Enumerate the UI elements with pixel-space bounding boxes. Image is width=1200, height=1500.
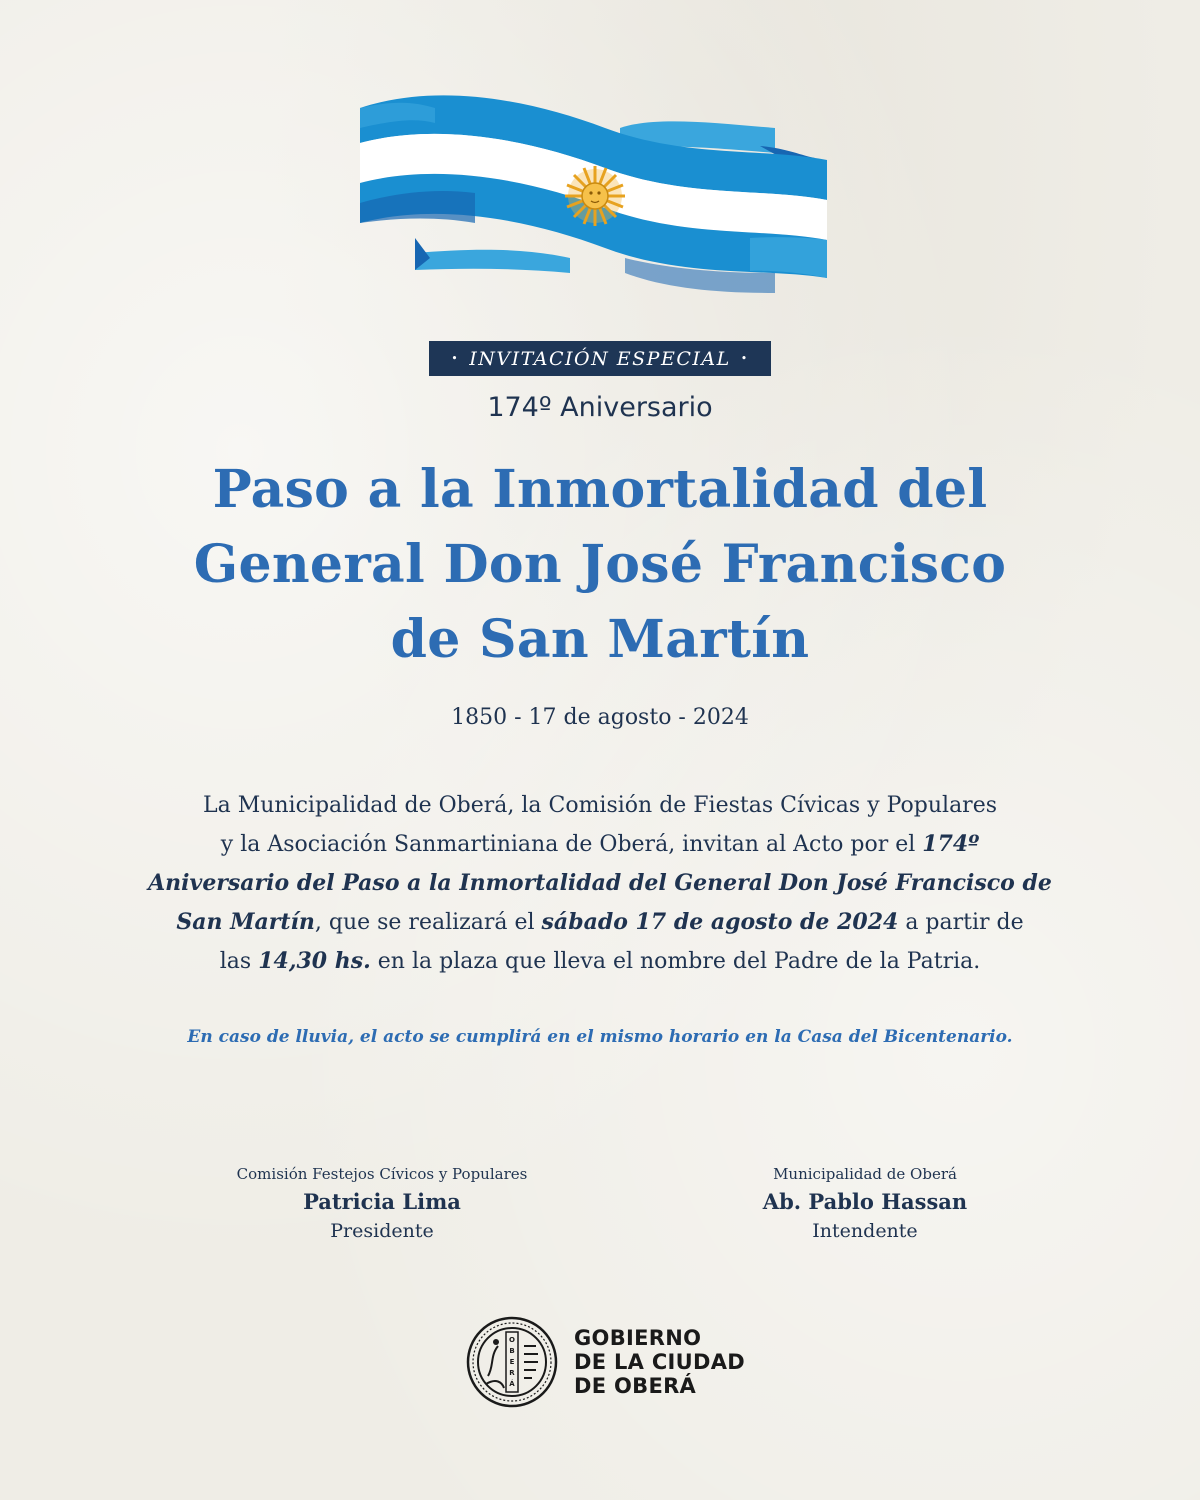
city-government-logo bbox=[466, 1316, 745, 1408]
body-emphasis: Aniversario del Paso a la Inmortalidad del General Don José Francisco de bbox=[148, 870, 1052, 896]
body-text-span: las bbox=[219, 949, 259, 974]
seal-letter: E bbox=[509, 1358, 515, 1366]
title-line: Paso a la Inmortalidad del bbox=[212, 459, 988, 520]
body-line bbox=[115, 787, 1085, 825]
body-text-span: a partir de bbox=[898, 910, 1024, 935]
title-line: General Don José Francisco bbox=[193, 534, 1007, 595]
seal-letter: B bbox=[509, 1347, 515, 1355]
date-range: 1850 - 17 de agosto - 2024 bbox=[451, 705, 749, 730]
special-invitation-badge bbox=[429, 341, 771, 376]
signature-name: Ab. Pablo Hassan bbox=[762, 1189, 968, 1214]
seal-letter: R bbox=[509, 1369, 515, 1377]
page-title bbox=[100, 452, 1100, 677]
seal-letter: Á bbox=[509, 1380, 515, 1388]
body-text-span: en la plaza que lleva el nombre del Padre de la Patria. bbox=[370, 949, 981, 974]
seal-letter: O bbox=[509, 1336, 515, 1344]
badge-dot-left: • bbox=[451, 352, 460, 365]
argentina-flag-icon bbox=[355, 88, 835, 313]
invitation-body bbox=[115, 787, 1085, 981]
badge-label: INVITACIÓN ESPECIAL bbox=[469, 347, 731, 370]
signature-block-commission bbox=[152, 1163, 612, 1243]
body-line bbox=[115, 942, 1085, 981]
badge-dot-right: • bbox=[740, 352, 749, 365]
body-emphasis: 14,30 hs. bbox=[258, 948, 371, 974]
anniversary-subtitle: 174º Aniversario bbox=[487, 392, 713, 423]
signature-org: Comisión Festejos Cívicos y Populares bbox=[236, 1165, 528, 1183]
body-text-span: y la Asociación Sanmartiniana de Oberá, invitan al Acto por el bbox=[220, 832, 923, 857]
body-line bbox=[115, 864, 1085, 903]
body-emphasis: sábado 17 de agosto de 2024 bbox=[541, 909, 899, 935]
logo-line: GOBIERNO bbox=[574, 1326, 702, 1350]
signature-role: Presidente bbox=[330, 1220, 434, 1242]
body-line bbox=[115, 825, 1085, 864]
body-text-span: , que se realizará el bbox=[314, 910, 542, 935]
signature-org: Municipalidad de Oberá bbox=[773, 1165, 957, 1183]
logo-line: DE LA CIUDAD bbox=[574, 1350, 746, 1374]
signature-role: Intendente bbox=[812, 1220, 918, 1242]
rain-note: En caso de lluvia, el acto se cumplirá en el mismo horario en la Casa del Bicentenario. bbox=[187, 1027, 1013, 1047]
logo-line: DE OBERÁ bbox=[574, 1374, 697, 1398]
obera-seal-icon bbox=[466, 1316, 558, 1408]
title-line: de San Martín bbox=[390, 609, 810, 670]
body-emphasis: 174º bbox=[922, 831, 980, 857]
body-line bbox=[115, 903, 1085, 942]
logo-text bbox=[574, 1326, 745, 1398]
body-emphasis: San Martín bbox=[176, 909, 315, 935]
signature-name: Patricia Lima bbox=[303, 1189, 461, 1214]
signature-block-municipality bbox=[635, 1163, 1095, 1243]
body-text-span: La Municipalidad de Oberá, la Comisión de Fiestas Cívicas y Populares bbox=[202, 793, 998, 818]
